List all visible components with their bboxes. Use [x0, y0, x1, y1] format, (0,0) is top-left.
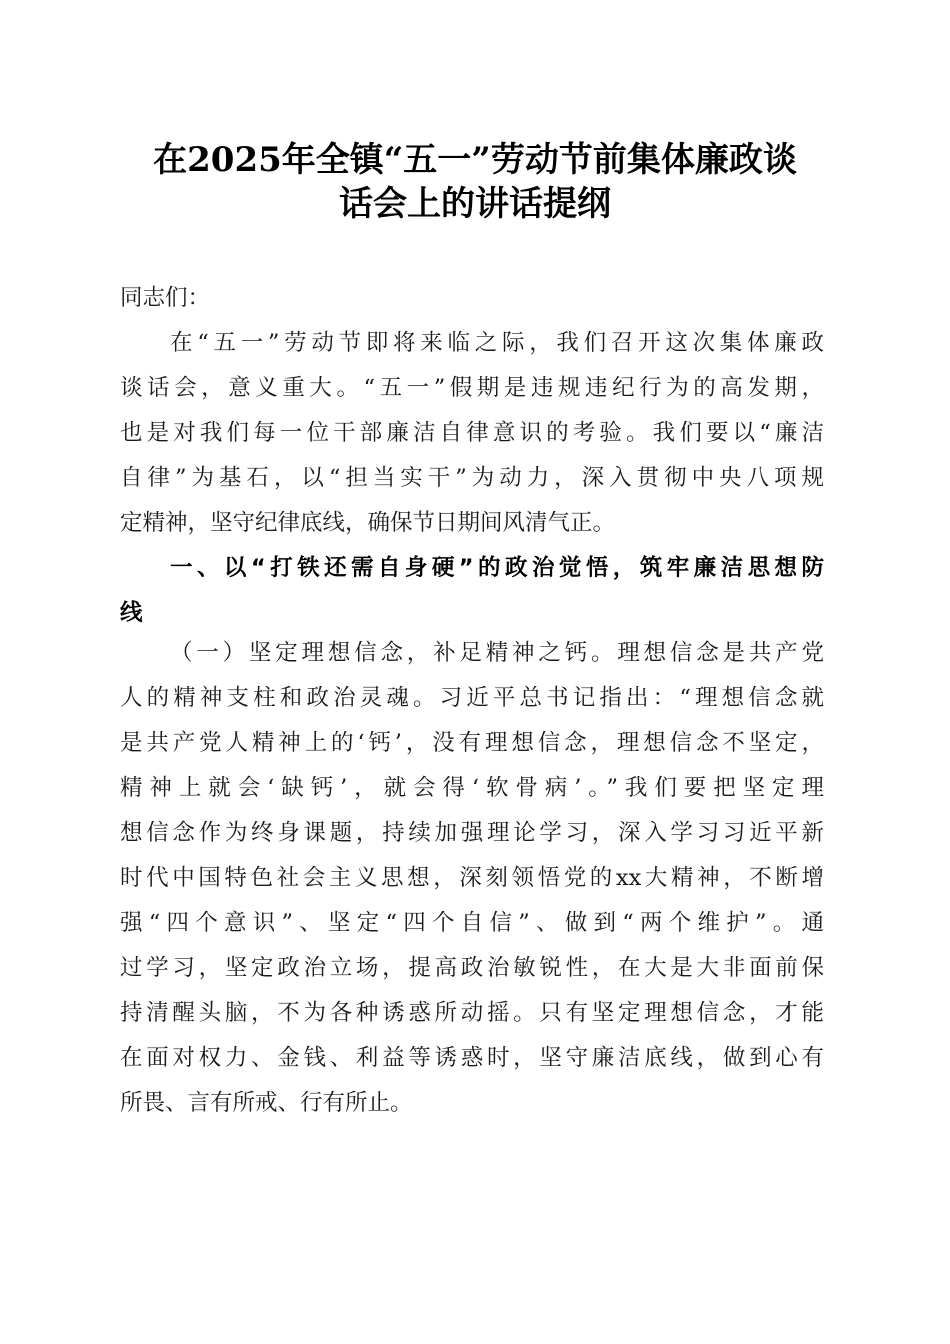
intro-line: 在“五一”劳动节即将来临之际，我们召开这次集体廉政	[170, 330, 824, 356]
intro-line: 也是对我们每一位干部廉洁自律意识的考验。我们要以“廉洁	[120, 420, 824, 446]
intro-line: 谈话会，意义重大。“五一”假期是违规违纪行为的高发期，	[120, 375, 824, 401]
intro-line: 自律”为基石，以“担当实干”为动力，深入贯彻中央八项规	[120, 465, 824, 491]
document-title-line-2: 话会上的讲话提纲	[339, 184, 611, 224]
intro-line: 定精神，坚守纪律底线，确保节日期间风清气正。	[120, 510, 616, 536]
subsection-line: 精神上就会‘缺钙’，就会得‘软骨病’。”我们要把坚定理	[120, 775, 824, 801]
subsection-line: 想信念作为终身课题，持续加强理论学习，深入学习习近平新	[120, 820, 824, 846]
section-heading-line: 一、以“打铁还需自身硬”的政治觉悟，筑牢廉洁思想防	[170, 555, 824, 581]
subsection-line: 人的精神支柱和政治灵魂。习近平总书记指出：“理想信念就	[120, 685, 824, 711]
document-title-line-1: 在2025年全镇“五一”劳动节前集体廉政谈	[153, 140, 797, 180]
subsection-line: 时代中国特色社会主义思想，深刻领悟党的xx大精神，不断增	[120, 865, 824, 891]
subsection-line: 强“四个意识”、坚定“四个自信”、做到“两个维护”。通	[120, 910, 824, 936]
subsection-line: 所畏、言有所戒、行有所止。	[120, 1090, 413, 1116]
subsection-line: 在面对权力、金钱、利益等诱惑时，坚守廉洁底线，做到心有	[120, 1045, 824, 1071]
subsection-line: 过学习，坚定政治立场，提高政治敏锐性，在大是大非面前保	[120, 955, 824, 981]
subsection-line: 持清醒头脑，不为各种诱惑所动摇。只有坚定理想信念，才能	[120, 1000, 824, 1026]
subsection-line: （一）坚定理想信念，补足精神之钙。理想信念是共产党	[170, 640, 824, 666]
salutation: 同志们：	[120, 285, 211, 311]
section-heading-line: 线	[120, 600, 143, 626]
subsection-line: 是共产党人精神上的‘钙’，没有理想信念，理想信念不坚定，	[120, 730, 824, 756]
